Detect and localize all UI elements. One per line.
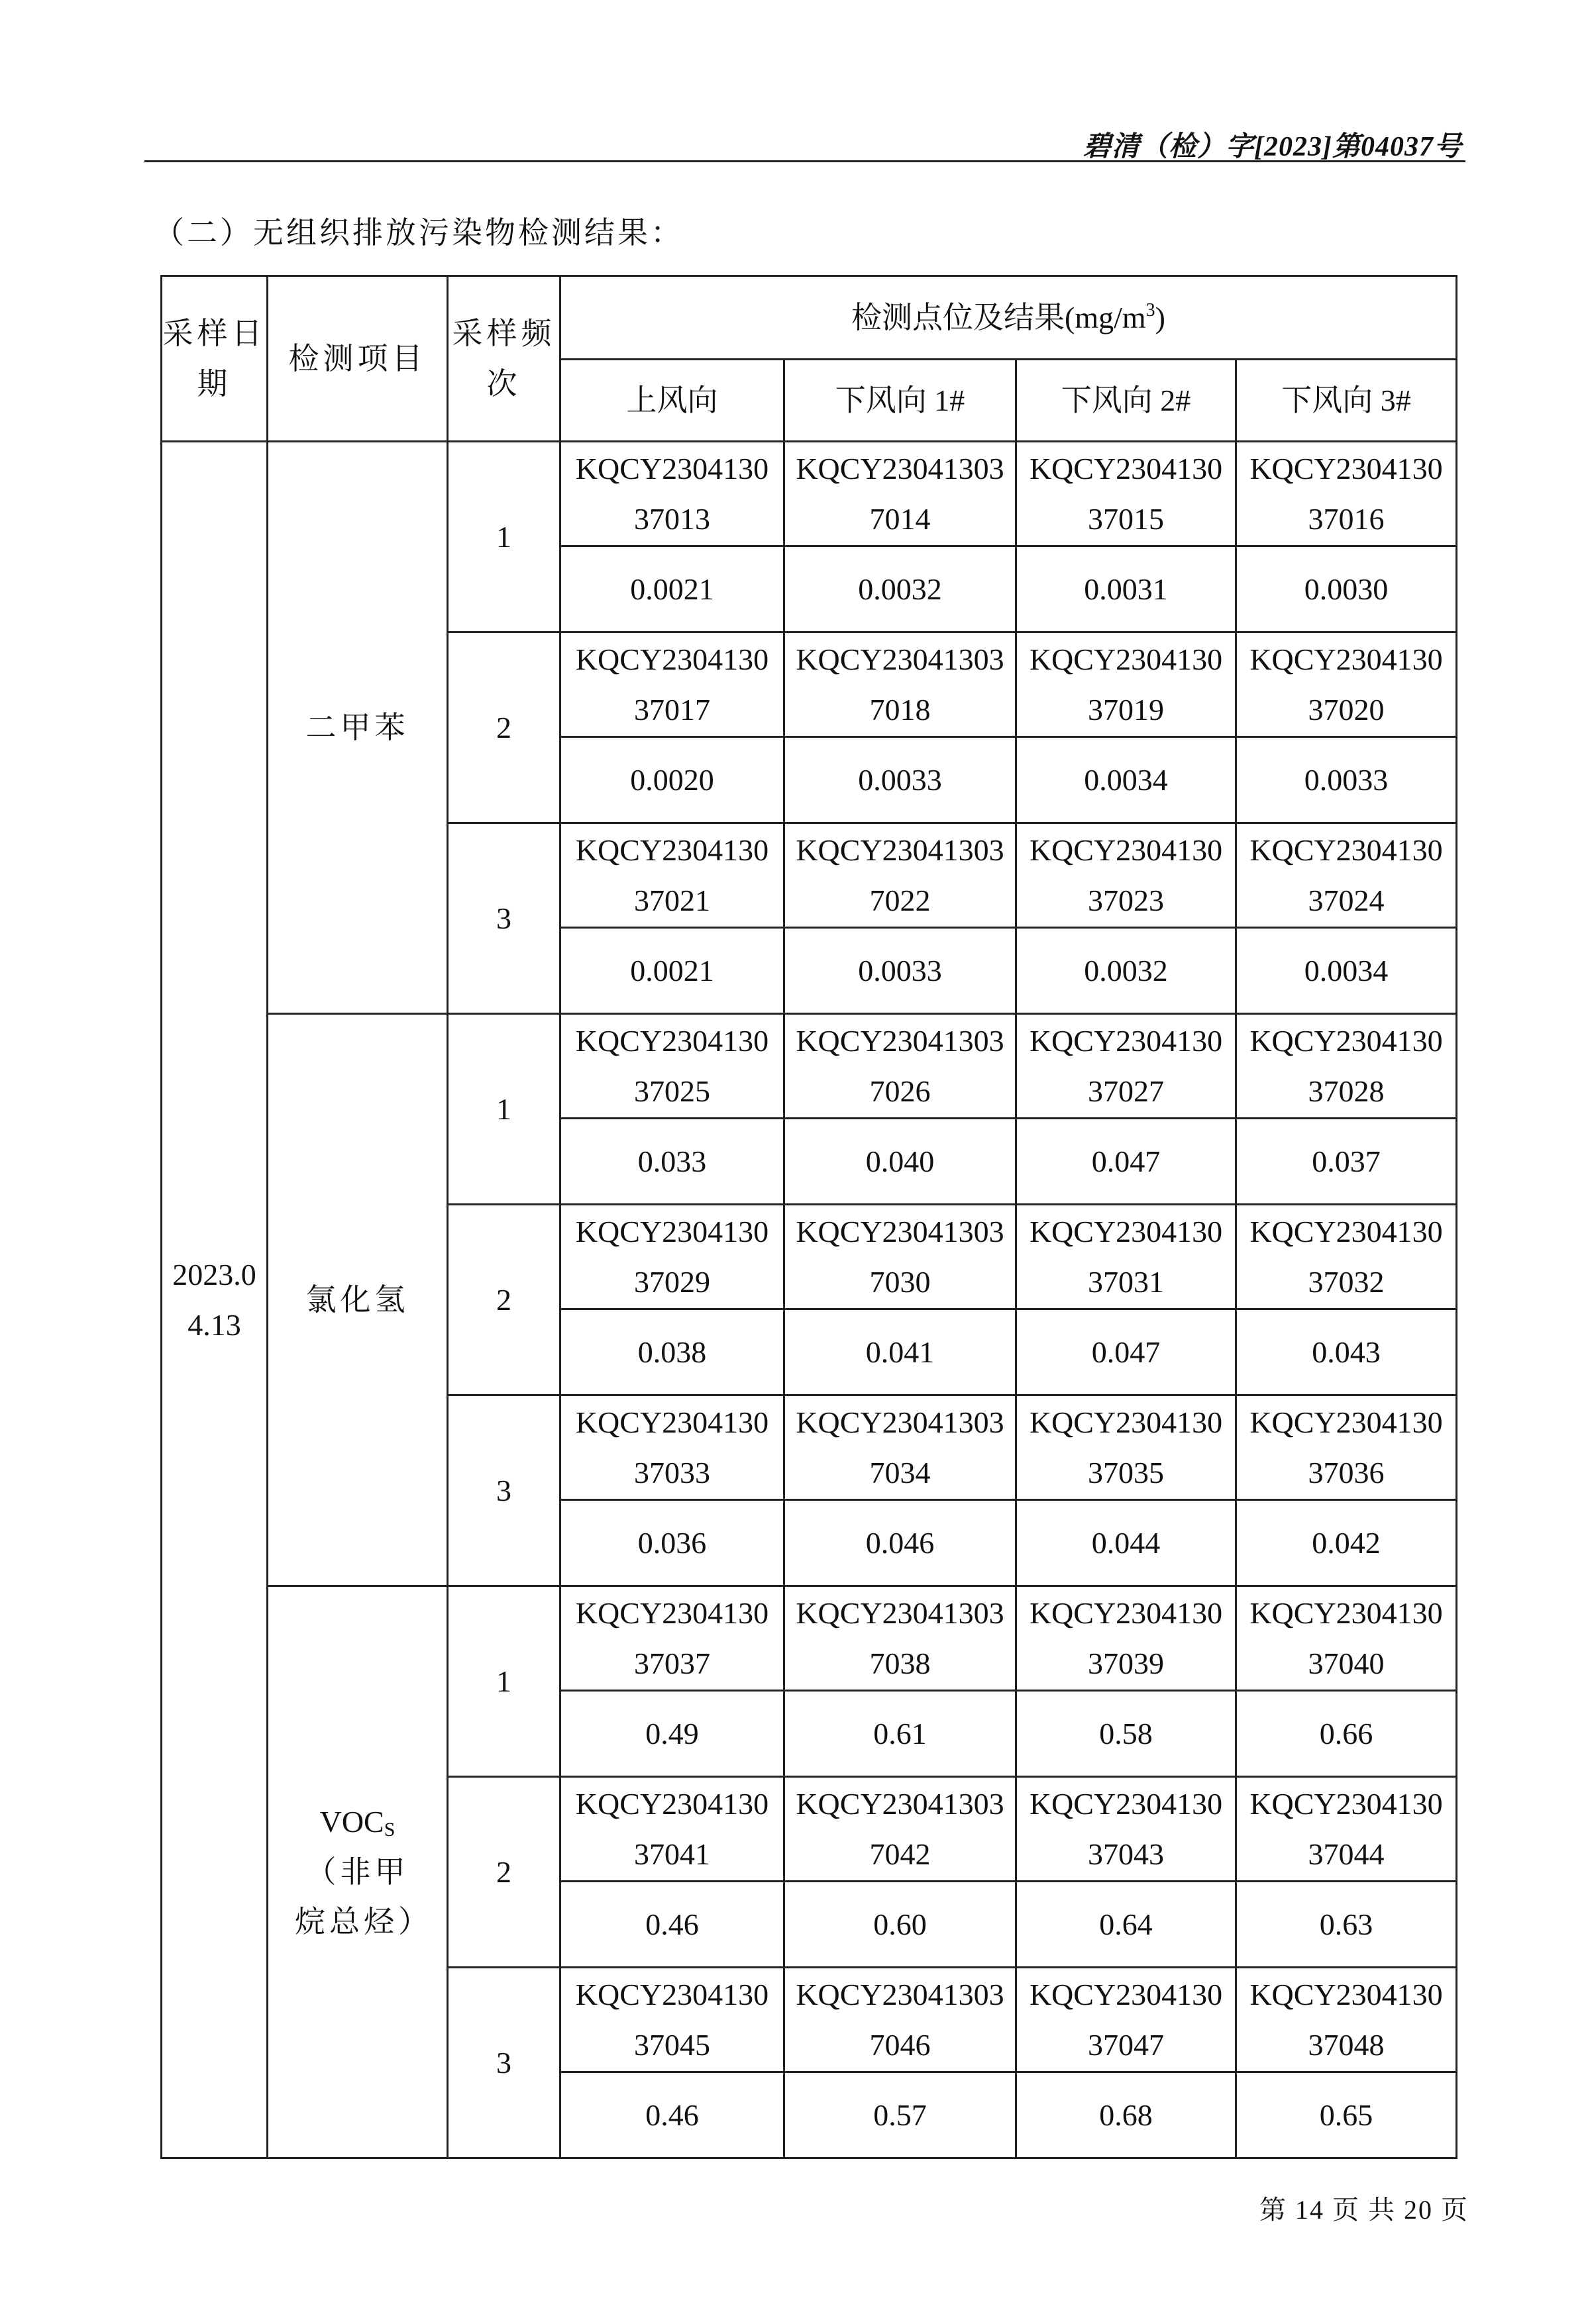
result-value: 0.64 — [1016, 1882, 1236, 1968]
result-value: 0.57 — [784, 2072, 1016, 2158]
sample-code: KQCY230413037013 — [560, 442, 784, 546]
sample-code: KQCY230413037044 — [1236, 1777, 1457, 1882]
result-value: 0.044 — [1016, 1500, 1236, 1586]
result-value: 0.0021 — [560, 546, 784, 632]
result-value: 0.033 — [560, 1119, 784, 1205]
result-value: 0.61 — [784, 1691, 1016, 1777]
result-value: 0.0033 — [1236, 737, 1457, 823]
sample-code: KQCY230413037014 — [784, 442, 1016, 546]
result-value: 0.0032 — [1016, 928, 1236, 1014]
result-value: 0.038 — [560, 1309, 784, 1395]
result-value: 0.042 — [1236, 1500, 1457, 1586]
result-value: 0.0033 — [784, 928, 1016, 1014]
sampling-frequency: 1 — [448, 442, 560, 632]
result-value: 0.040 — [784, 1119, 1016, 1205]
sample-code: KQCY230413037048 — [1236, 1968, 1457, 2072]
sample-code: KQCY230413037041 — [560, 1777, 784, 1882]
header-freq: 采样频次 — [448, 276, 560, 442]
test-item: 二甲苯 — [268, 442, 448, 1014]
header-group-prefix: 检测点位及结果(mg/m — [851, 300, 1146, 334]
sample-code: KQCY230413037046 — [784, 1968, 1016, 2072]
results-table — [160, 275, 1457, 2159]
header-group-suffix: ) — [1155, 300, 1165, 334]
sampling-frequency: 2 — [448, 1777, 560, 1968]
sample-code: KQCY230413037020 — [1236, 632, 1457, 737]
result-value: 0.0032 — [784, 546, 1016, 632]
result-value: 0.036 — [560, 1500, 784, 1586]
result-value: 0.047 — [1016, 1119, 1236, 1205]
sample-code: KQCY230413037029 — [560, 1205, 784, 1309]
result-value: 0.0021 — [560, 928, 784, 1014]
sampling-frequency: 1 — [448, 1014, 560, 1205]
sampling-frequency: 3 — [448, 1395, 560, 1586]
sampling-frequency: 3 — [448, 823, 560, 1014]
sample-code: KQCY230413037036 — [1236, 1395, 1457, 1500]
test-item-subscript: S — [384, 1818, 396, 1841]
sample-code: KQCY230413037042 — [784, 1777, 1016, 1882]
result-value: 0.047 — [1016, 1309, 1236, 1395]
sample-code: KQCY230413037032 — [1236, 1205, 1457, 1309]
sampling-date: 2023.04.13 — [162, 442, 268, 2158]
sample-code: KQCY230413037030 — [784, 1205, 1016, 1309]
test-item-main: VOC — [319, 1804, 384, 1839]
header-point: 下风向 3# — [1236, 360, 1457, 442]
result-value: 0.0034 — [1236, 928, 1457, 1014]
sample-code: KQCY230413037026 — [784, 1014, 1016, 1119]
sample-code: KQCY230413037045 — [560, 1968, 784, 2072]
test-item — [268, 1586, 448, 2158]
result-value: 0.037 — [1236, 1119, 1457, 1205]
result-value: 0.043 — [1236, 1309, 1457, 1395]
sample-code: KQCY230413037025 — [560, 1014, 784, 1119]
sample-code: KQCY230413037028 — [1236, 1014, 1457, 1119]
report-number: 碧清（检）字[2023]第04037号 — [1083, 132, 1462, 162]
sample-code: KQCY230413037034 — [784, 1395, 1016, 1500]
header-group-sup: 3 — [1145, 299, 1155, 321]
sample-code-row — [162, 1586, 1457, 1691]
result-value: 0.0034 — [1016, 737, 1236, 823]
result-value: 0.49 — [560, 1691, 784, 1777]
sample-code: KQCY230413037018 — [784, 632, 1016, 737]
section-title: （二）无组织排放污染物检测结果： — [154, 216, 684, 250]
result-value: 0.0033 — [784, 737, 1016, 823]
sample-code: KQCY230413037015 — [1016, 442, 1236, 546]
result-value: 0.0030 — [1236, 546, 1457, 632]
result-value: 0.46 — [560, 1882, 784, 1968]
sample-code: KQCY230413037021 — [560, 823, 784, 928]
test-item: 氯化氢 — [268, 1014, 448, 1586]
test-item-note: （非甲烷总烃） — [295, 1854, 433, 1939]
result-value: 0.46 — [560, 2072, 784, 2158]
result-value: 0.66 — [1236, 1691, 1457, 1777]
result-value: 0.0020 — [560, 737, 784, 823]
header-point: 下风向 2# — [1016, 360, 1236, 442]
result-value: 0.0031 — [1016, 546, 1236, 632]
sample-code: KQCY230413037024 — [1236, 823, 1457, 928]
sample-code: KQCY230413037023 — [1016, 823, 1236, 928]
result-value: 0.58 — [1016, 1691, 1236, 1777]
header-date: 采样日期 — [162, 276, 268, 442]
result-value: 0.63 — [1236, 1882, 1457, 1968]
sample-code: KQCY230413037047 — [1016, 1968, 1236, 2072]
page-number: 第 14 页 共 20 页 — [1259, 2195, 1469, 2225]
header-row — [162, 276, 1457, 360]
result-value: 0.65 — [1236, 2072, 1457, 2158]
header-rule — [144, 160, 1465, 162]
sample-code: KQCY230413037017 — [560, 632, 784, 737]
sample-code: KQCY230413037022 — [784, 823, 1016, 928]
sample-code: KQCY230413037040 — [1236, 1586, 1457, 1691]
sample-code: KQCY230413037033 — [560, 1395, 784, 1500]
sample-code: KQCY230413037019 — [1016, 632, 1236, 737]
sample-code: KQCY230413037037 — [560, 1586, 784, 1691]
result-value: 0.041 — [784, 1309, 1016, 1395]
sampling-frequency: 2 — [448, 632, 560, 823]
sample-code: KQCY230413037035 — [1016, 1395, 1236, 1500]
sample-code: KQCY230413037043 — [1016, 1777, 1236, 1882]
header-points-group — [560, 276, 1457, 360]
header-point: 下风向 1# — [784, 360, 1016, 442]
result-value: 0.046 — [784, 1500, 1016, 1586]
sample-code: KQCY230413037031 — [1016, 1205, 1236, 1309]
header-point: 上风向 — [560, 360, 784, 442]
sample-code-row — [162, 442, 1457, 546]
result-value: 0.60 — [784, 1882, 1016, 1968]
sample-code: KQCY230413037038 — [784, 1586, 1016, 1691]
sample-code: KQCY230413037016 — [1236, 442, 1457, 546]
sampling-frequency: 2 — [448, 1205, 560, 1395]
sampling-frequency: 3 — [448, 1968, 560, 2158]
sampling-frequency: 1 — [448, 1586, 560, 1777]
sample-code: KQCY230413037027 — [1016, 1014, 1236, 1119]
sample-code-row — [162, 1014, 1457, 1119]
header-item: 检测项目 — [268, 276, 448, 442]
result-value: 0.68 — [1016, 2072, 1236, 2158]
sample-code: KQCY230413037039 — [1016, 1586, 1236, 1691]
